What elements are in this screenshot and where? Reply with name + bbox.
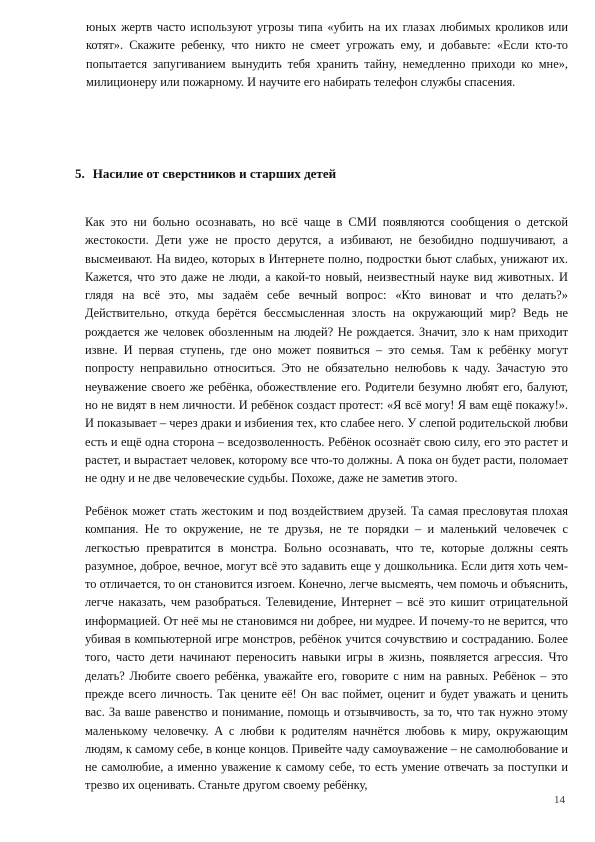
section-heading bbox=[75, 166, 336, 182]
page-number: 14 bbox=[554, 794, 565, 806]
top-paragraph bbox=[86, 18, 568, 91]
section-number: 5. bbox=[75, 166, 85, 181]
paragraph-3 bbox=[85, 502, 568, 795]
top-paragraph-text: юных жертв часто используют угрозы типа «убить на их глазах любимых кроликов или котят». Скажите ребенку, что никто не смеет угрожать ему, и добавьте: «Если кто-то попытается запугиванием вынудить тебя хранить тайну, немедленно приходи ко мне», милиционеру или пожарному. И научите его набирать телефон службы спасения. bbox=[86, 20, 568, 89]
paragraph-3-text: Ребёнок может стать жестоким и под воздействием друзей. Та самая пресловутая плохая компания. Не то окружение, не те друзья, не те порядки – и маленький человечек с легкостью превратится в монстра. Больно осознавать, что те, которые должны сеять разумное, доброе, вечное, могут всё это задавить еще у дошкольника. Если дитя хоть чем-то отличается, то он становится изгоем. Конечно, легче высмеять, чем помочь и объяснить, легче наказать, чем разобраться. Телевидение, Интернет – всё это кишит отрицательной информацией. От неё мы не становимся ни добрее, ни мудрее. И почему-то не верится, что убивая в компьютерной игре монстров, ребёнок учится сочувствию и состраданию. Более того, часто дети начинают переносить навыки игры в жизнь, появляется агрессия. Что делать? Любите своего ребёнка, уважайте его, говорите с ним на равных. Ребёнок – это прежде всего личность. Так цените её! Он вас поймет, оценит и будет уважать и ценить вас. За ваше равенство и понимание, помощь и отзывчивость, за то, что так нужно этому маленькому человечку. А с любви к родителям начнётся любовь к миру, окружающим людям, к самому себе, в конце концов. Привейте чаду самоуважение – не самолюбование и не самолюбие, а именно уважение к самому себе, то есть умение отвечать за поступки и трезво их оценивать. Станьте другом своему ребёнку, bbox=[85, 504, 568, 793]
paragraph-2 bbox=[85, 213, 568, 487]
paragraph-2-text: Как это ни больно осознавать, но всё чаще в СМИ появляются сообщения о детской жестокости. Дети уже не просто дерутся, а избивают, не безобидно подшучивают, а высмеивают. На видео, которых в Интернете полно, подростки бьют слабых, унижают их. Кажется, что это даже не люди, а какой-то новый, неизвестный науке вид животных. И глядя на всё это, мы задаём себе вечный вопрос: «Кто виноват и что делать?» Действительно, откуда берётся бессмысленная злость на окружающий мир? Ведь не рождается же человек обозленным на людей? Не рождается. Значит, зло к нам приходит извне. И первая ступень, где оно может появиться – это семья. Там к ребёнку могут попросту неправильно относиться. Это не обязательно нелюбовь к чаду. Зачастую это неуважение своего же ребёнка, обожествление его. Родители безумно любят его, балуют, но не видят в нем личности. И ребёнок создаст протест: «Я всё могу! Я вам ещё покажу!». И показывает – через драки и избиения тех, кто слабее него. У слепой родительской любви есть и ещё одна сторона – вседозволенность. Ребёнок осознаёт свою силу, его это растет и растет, и вырастает человек, которому все что-то должны. А пока он будет расти, поломает не одну и не две человеческие судьбы. Похоже, даже не заметив этого. bbox=[85, 215, 568, 486]
section-title: Насилие от сверстников и старших детей bbox=[92, 166, 337, 181]
